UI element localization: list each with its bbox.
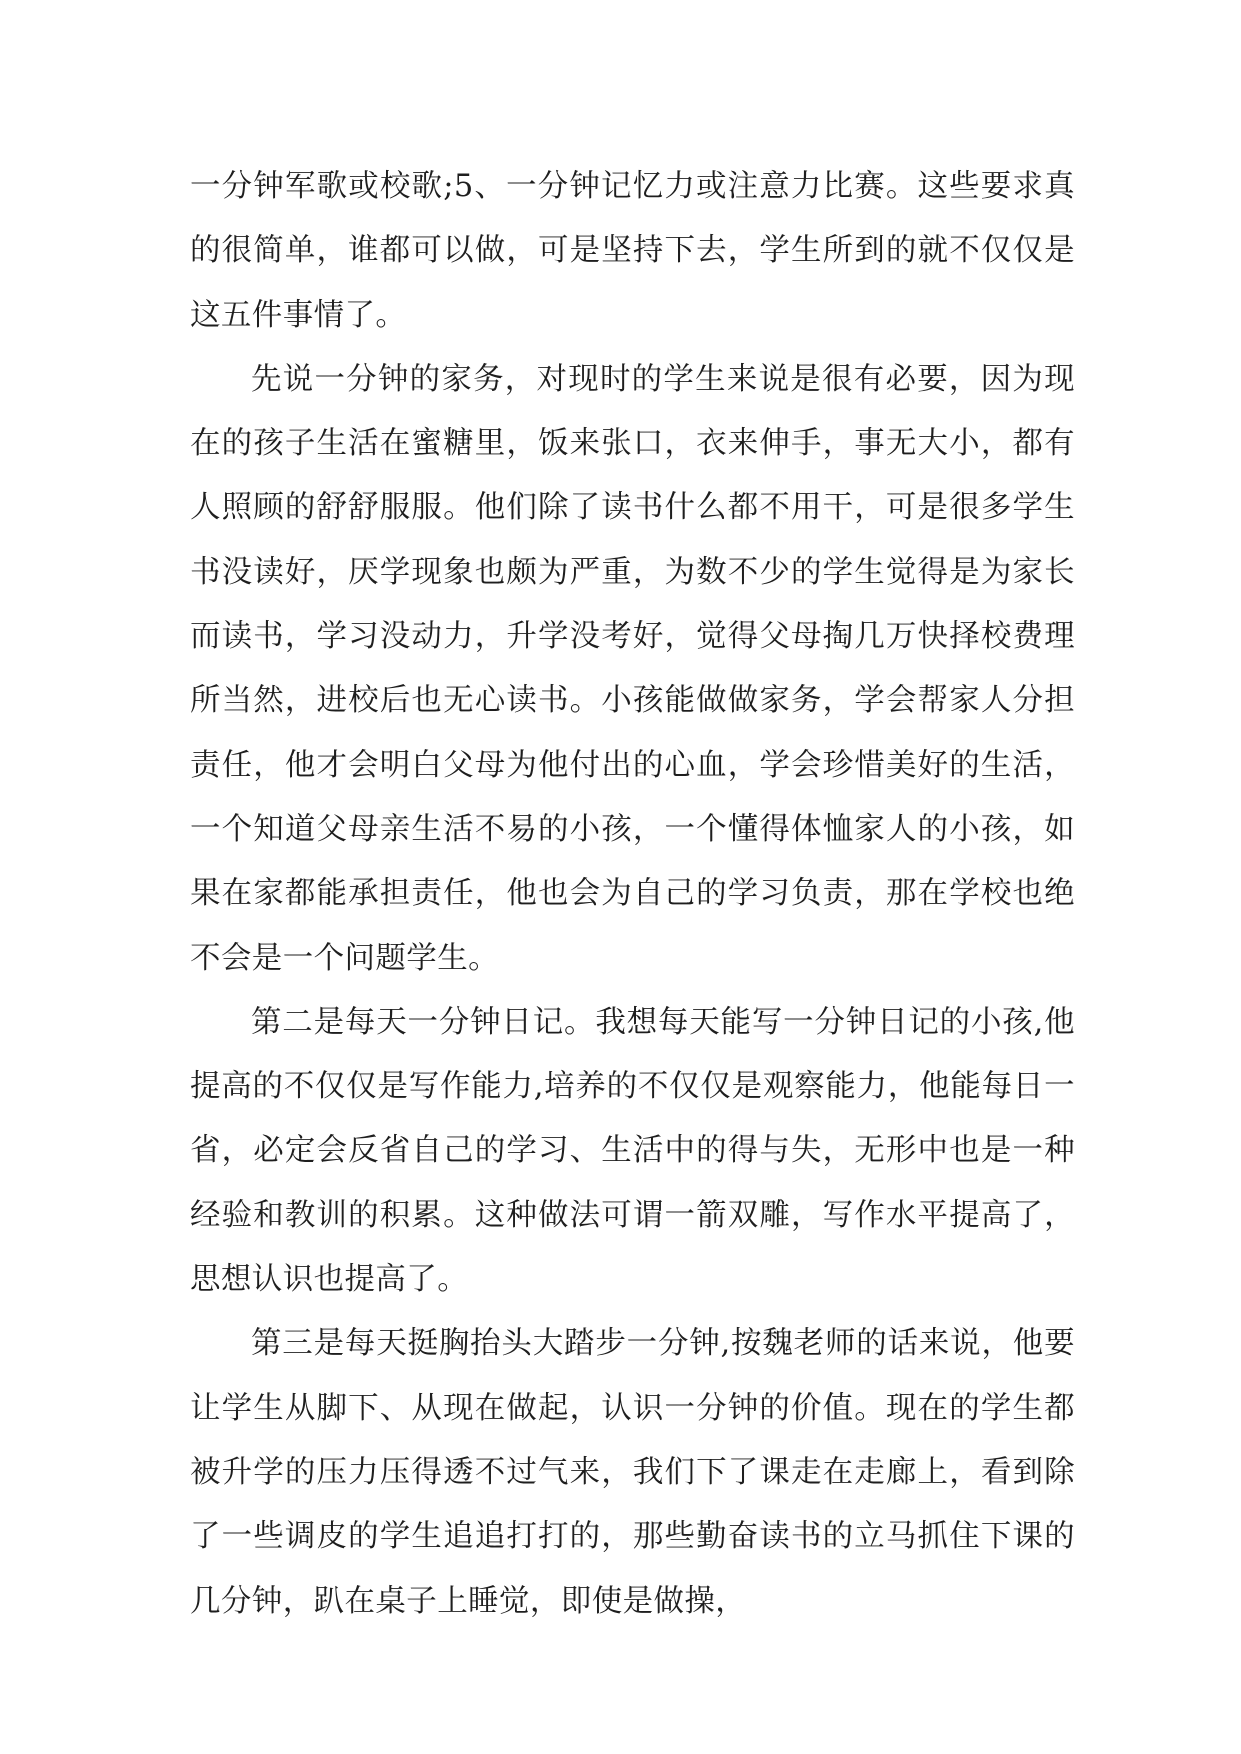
paragraph-walking: 第三是每天挺胸抬头大踏步一分钟,按魏老师的话来说，他要让学生从脚下、从现在做起，认识一分钟的价值。现在的学生都被升学的压力压得透不过气来，我们下了课走在走廊上，看到除了一些调皮的学生追追打打的，那些勤奋读书的立马抓住下课的几分钟，趴在桌子上睡觉，即使是做操， <box>190 1326 1075 1619</box>
paragraph-continuation: 一分钟军歌或校歌;5、一分钟记忆力或注意力比赛。这些要求真的很简单，谁都可以做，可是坚持下去，学生所到的就不仅仅是这五件事情了。 <box>190 169 1075 333</box>
document-body <box>190 155 1075 1634</box>
paragraph-housework: 先说一分钟的家务，对现时的学生来说是很有必要，因为现在的孩子生活在蜜糖里，饭来张口，衣来伸手，事无大小，都有人照顾的舒舒服服。他们除了读书什么都不用干，可是很多学生书没读好，厌学现象也颇为严重，为数不少的学生觉得是为家长而读书，学习没动力，升学没考好，觉得父母掏几万快择校费理所当然，进校后也无心读书。小孩能做做家务，学会帮家人分担责任，他才会明白父母为他付出的心血，学会珍惜美好的生活，一个知道父母亲生活不易的小孩，一个懂得体恤家人的小孩，如果在家都能承担责任，他也会为自己的学习负责，那在学校也绝不会是一个问题学生。 <box>190 361 1075 976</box>
paragraph-diary: 第二是每天一分钟日记。我想每天能写一分钟日记的小孩,他提高的不仅仅是写作能力,培养的不仅仅是观察能力，他能每日一省，必定会反省自己的学习、生活中的得与失，无形中也是一种经验和教训的积累。这种做法可谓一箭双雕，写作水平提高了，思想认识也提高了。 <box>190 1004 1075 1298</box>
